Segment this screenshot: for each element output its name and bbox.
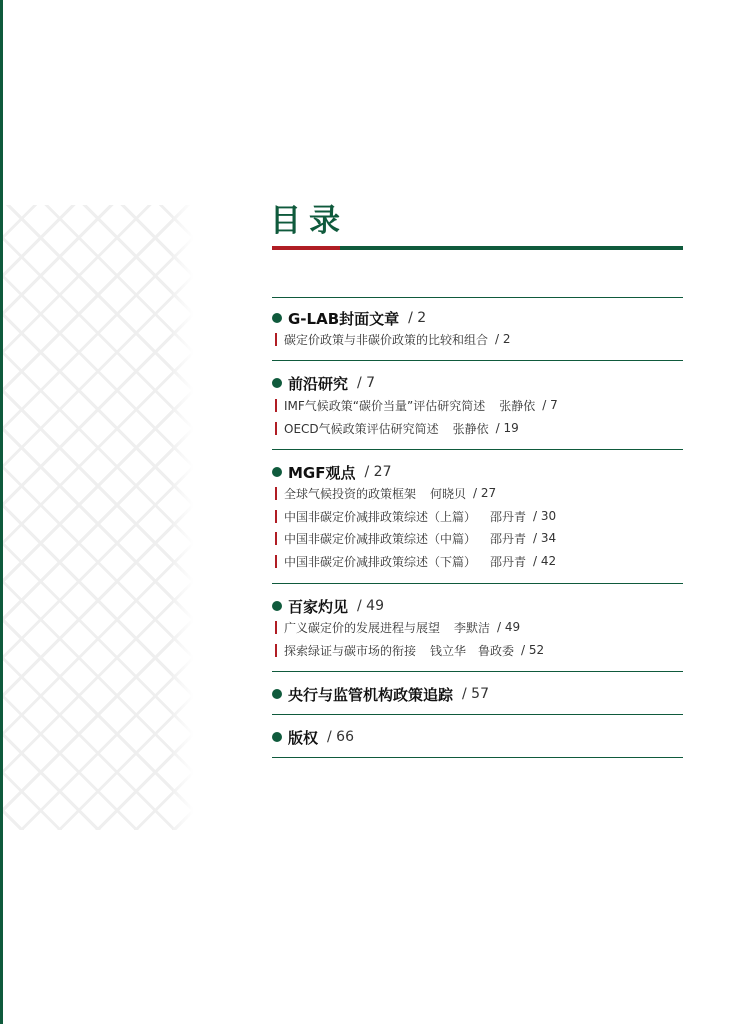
entry-title: IMF气候政策“碳价当量”评估研究简述 xyxy=(284,398,486,413)
toc-section xyxy=(272,671,683,715)
entry-author: 邵丹青 xyxy=(490,531,527,546)
entry-author: 何晓贝 xyxy=(430,486,467,501)
entry-page: / 49 xyxy=(497,620,521,634)
toc-entry[interactable] xyxy=(272,619,520,635)
toc-entry[interactable] xyxy=(272,331,511,347)
toc-entry[interactable] xyxy=(272,530,556,546)
entry-page: / 7 xyxy=(542,398,558,412)
toc-section xyxy=(272,449,683,584)
entry-marker-icon xyxy=(275,532,277,545)
entry-title: 中国非碳定价减排政策综述（中篇） xyxy=(284,531,477,546)
entry-marker-icon xyxy=(275,399,277,412)
entry-author: 邵丹青 xyxy=(490,509,527,524)
toc-section xyxy=(272,297,683,361)
section-heading[interactable] xyxy=(272,462,391,482)
section-title: 央行与监管机构政策追踪 xyxy=(288,685,454,704)
section-page: / 57 xyxy=(462,686,489,702)
section-page: / 27 xyxy=(364,464,392,480)
toc-section xyxy=(272,583,683,672)
entry-marker-icon xyxy=(275,555,277,568)
toc-entry[interactable] xyxy=(272,508,556,524)
toc-bottom-rule xyxy=(272,757,683,758)
bullet-dot-icon xyxy=(272,378,282,388)
section-page: / 49 xyxy=(357,598,384,614)
entry-marker-icon xyxy=(275,422,277,435)
entry-author: 李默洁 xyxy=(454,620,491,635)
section-title: MGF观点 xyxy=(288,463,356,482)
title-underline-main xyxy=(340,246,683,250)
section-title: 版权 xyxy=(288,728,319,747)
entry-title: OECD气候政策评估研究简述 xyxy=(284,421,439,436)
entry-page: / 30 xyxy=(533,509,557,523)
entry-marker-icon xyxy=(275,510,277,523)
toc-entry[interactable] xyxy=(272,642,544,658)
section-heading[interactable] xyxy=(272,684,489,704)
toc-section xyxy=(272,714,683,758)
entry-author: 张静依 xyxy=(452,421,489,436)
toc-title: 目录 xyxy=(270,203,348,239)
entry-title: 广义碳定价的发展进程与展望 xyxy=(284,620,441,635)
section-title: G-LAB封面文章 xyxy=(288,309,400,328)
section-heading[interactable] xyxy=(272,308,426,328)
section-page: / 66 xyxy=(327,729,354,745)
title-underline-accent xyxy=(272,246,340,250)
entry-title: 碳定价政策与非碳价政策的比较和组合 xyxy=(284,332,489,347)
toc-entry[interactable] xyxy=(272,485,496,501)
entry-marker-icon xyxy=(275,644,277,657)
section-heading[interactable] xyxy=(272,373,375,393)
section-title: 百家灼见 xyxy=(288,597,349,616)
title-underline xyxy=(272,246,683,251)
entry-marker-icon xyxy=(275,621,277,634)
entry-page: / 27 xyxy=(473,486,497,500)
toc-entry[interactable] xyxy=(272,420,519,436)
entry-author: 钱立华 鲁政委 xyxy=(430,643,515,658)
entry-title: 全球气候投资的政策框架 xyxy=(284,486,417,501)
entry-marker-icon xyxy=(275,333,277,346)
entry-title: 中国非碳定价减排政策综述（下篇） xyxy=(284,554,477,569)
entry-author: 邵丹青 xyxy=(490,554,527,569)
toc-section xyxy=(272,360,683,450)
entry-page: / 52 xyxy=(521,643,545,657)
entry-title: 探索绿证与碳市场的衔接 xyxy=(284,643,417,658)
bullet-dot-icon xyxy=(272,689,282,699)
decorative-pattern xyxy=(3,205,193,830)
entry-page: / 2 xyxy=(495,332,511,346)
section-title: 前沿研究 xyxy=(288,374,349,393)
entry-title: 中国非碳定价减排政策综述（上篇） xyxy=(284,509,477,524)
bullet-dot-icon xyxy=(272,601,282,611)
entry-page: / 34 xyxy=(533,531,557,545)
section-page: / 7 xyxy=(357,375,376,391)
entry-author: 张静依 xyxy=(499,398,536,413)
toc-entry[interactable] xyxy=(272,397,558,413)
bullet-dot-icon xyxy=(272,732,282,742)
toc-entry[interactable] xyxy=(272,553,556,569)
section-heading[interactable] xyxy=(272,596,384,616)
entry-marker-icon xyxy=(275,487,277,500)
section-page: / 2 xyxy=(408,310,427,326)
entry-page: / 19 xyxy=(495,421,519,435)
bullet-dot-icon xyxy=(272,467,282,477)
section-heading[interactable] xyxy=(272,727,354,747)
entry-page: / 42 xyxy=(533,554,557,568)
bullet-dot-icon xyxy=(272,313,282,323)
